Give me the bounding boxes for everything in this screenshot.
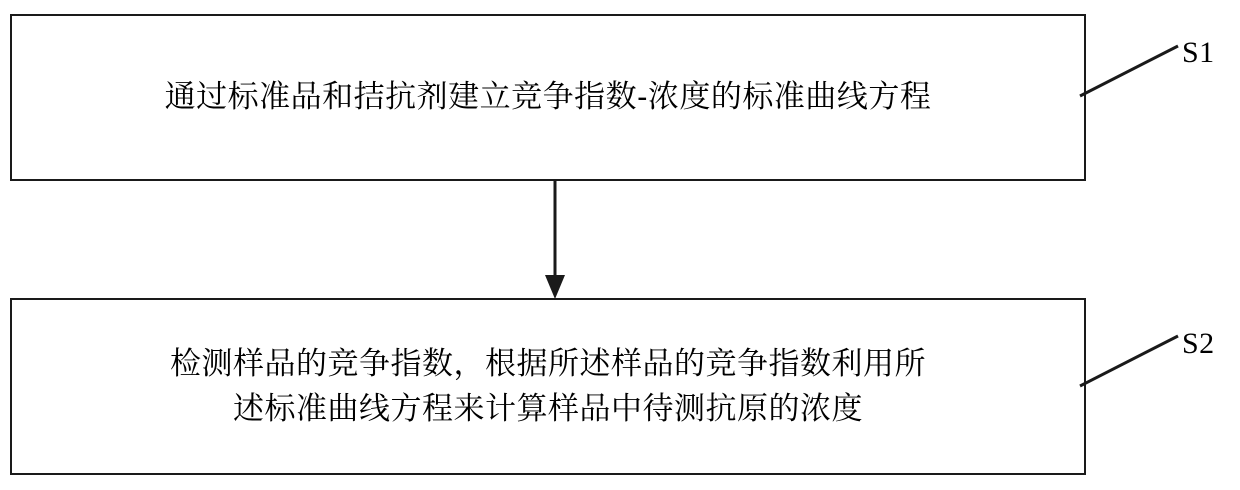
flowchart-step-s1 — [10, 14, 1086, 181]
step-label-s2: S2 — [1182, 327, 1215, 360]
connector-arrow-s1-to-s2 — [520, 181, 630, 301]
flowchart-step-s2-text: 检测样品的竞争指数，根据所述样品的竞争指数利用所 述标准曲线方程来计算样品中待测抗原的浓度 — [170, 345, 926, 426]
flowchart-step-s2 — [10, 298, 1086, 475]
leader-line-s2 — [1078, 330, 1198, 390]
leader-line-s1 — [1078, 40, 1198, 100]
flowchart-step-s1-text: 通过标准品和拮抗剂建立竞争指数-浓度的标准曲线方程 — [164, 79, 932, 115]
step-label-s1: S1 — [1182, 36, 1215, 69]
